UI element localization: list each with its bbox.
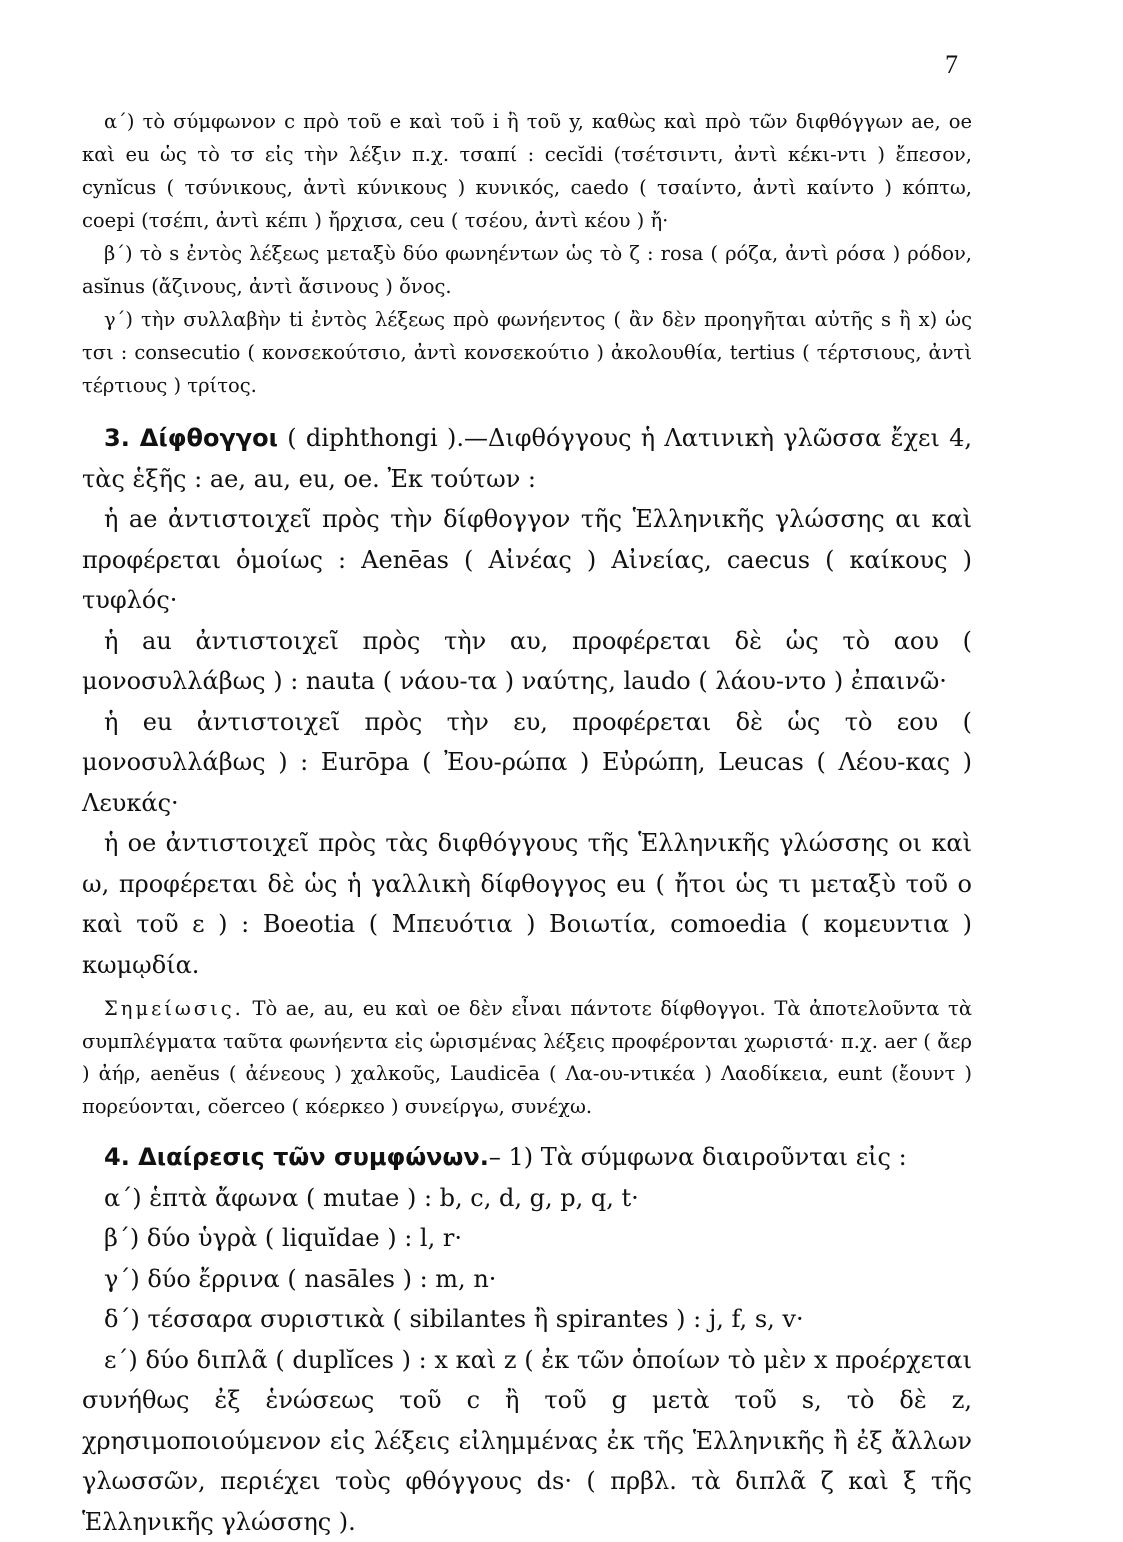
section-4-heading: 4. Διαίρεσις τῶν συμφώνων. [104,1143,489,1171]
diphthong-eu-paragraph: ἡ eu ἀντιστοιχεῖ πρὸς τὴν ευ, προφέρεται δὲ ὡς τὸ εου ( μονοσυλλάβως ) : Eurōpa ( Ἐου-ρώπα ) Εὐρώπη, Leucas ( Λέου-κας ) Λευκάς· [82,702,972,824]
section-3-intro [82,418,972,499]
diphthong-oe-paragraph: ἡ oe ἀντιστοιχεῖ πρὸς τὰς διφθόγγους τῆς Ἑλληνικῆς γλώσσης οι καὶ ω, προφέρεται δὲ ὡς ἡ γαλλικὴ δίφθογγος eu ( ἤτοι ὡς τι μεταξὺ τοῦ ο καὶ τοῦ ε ) : Boeotia ( Μπευότια ) Βοιωτία, comoedia ( κομευντια ) κωμῳδία. [82,823,972,985]
diphthong-ae-paragraph: ἡ ae ἀντιστοιχεῖ πρὸς τὴν δίφθογγον τῆς Ἑλληνικῆς γλώσσης αι καὶ προφέρεται ὁμοίως : Aenēas ( Αἰνέας ) Αἰνείας, caecus ( καίκους ) τυφλός· [82,499,972,621]
note-label: Σημείωσις. [104,997,244,1020]
consonant-list-item: α΄) ἑπτὰ ἄφωνα ( mutae ) : b, c, d, g, p, q, t· [82,1178,972,1219]
rule-gamma-paragraph: γ΄) τὴν συλλαβὴν ti ἐντὸς λέξεως πρὸ φωνήεντος ( ἂν δὲν προηγῆται αὐτῆς s ἢ x) ὡς τσι : consecutio ( κονσεκούτσιο, ἀντὶ κονσεκούτιο ) ἀκολουθία, tertius ( τέρτσιους, ἀντὶ τέρτιους ) τρίτος. [82,303,972,402]
rule-beta-paragraph: β΄) τὸ s ἐντὸς λέξεως μεταξὺ δύο φωνηέντων ὡς τὸ ζ : rosa ( ρόζα, ἀντὶ ρόσα ) ρόδον, asĭnus (ἄζινους, ἀντὶ ἄσινους ) ὄνος. [82,237,972,303]
section-3-intro-text: ( diphthongi ).—Διφθόγγους ἡ Λατινικὴ γλῶσσα ἔχει 4, τὰς ἑξῆς : ae, au, eu, oe. Ἐκ τούτων : [82,424,972,493]
consonant-list-item: β΄) δύο ὑγρὰ ( liquĭdae ) : l, r· [82,1218,972,1259]
note-paragraph [82,993,972,1123]
consonant-list-item: γ΄) δύο ἔρρινα ( nasāles ) : m, n· [82,1259,972,1300]
section-3-heading: 3. Δίφθογγοι [104,424,278,452]
consonant-list-item: ε΄) δύο διπλᾶ ( duplĭces ) : x καὶ z ( ἐκ τῶν ὁποίων τὸ μὲν x προέρχεται συνήθως ἐξ ἑνώσεως τοῦ c ἢ τοῦ g μετὰ τοῦ s, τὸ δὲ z, χρησιμοποιούμενον εἰς λέξεις εἰλημμένας ἐκ τῆς Ἑλληνικῆς ἢ ἐξ ἄλλων γλωσσῶν, περιέχει τοὺς φθόγγους ds· ( πρβλ. τὰ διπλᾶ ζ καὶ ξ τῆς Ἑλληνικῆς γλώσσης ). [82,1340,972,1542]
consonant-list-item: δ΄) τέσσαρα συριστικὰ ( sibilantes ἢ spirantes ) : j, f, s, v· [82,1299,972,1340]
section-4-intro-text: – 1) Τὰ σύμφωνα διαιροῦνται εἰς : [489,1143,907,1171]
page-body [82,105,972,1542]
diphthong-au-paragraph: ἡ au ἀντιστοιχεῖ πρὸς τὴν αυ, προφέρεται δὲ ὡς τὸ αου ( μονοσυλλάβως ) : nauta ( νάου-τα ) ναύτης, laudo ( λάου-ντο ) ἐπαινῶ· [82,621,972,702]
note-text: Τὸ ae, au, eu καὶ oe δὲν εἶναι πάντοτε δίφθογγοι. Τὰ ἀποτελοῦντα τὰ συμπλέγματα ταῦτα φωνήεντα εἰς ὡρισμένας λέξεις προφέρονται χωριστά· π.χ. aer ( ἄερ ) ἀήρ, aenĕus ( ἀένεους ) χαλκοῦς, Laudicēa ( Λα-ου-ντικέα ) Λαοδίκεια, eunt (ἔουντ ) πορεύονται, cŏerceo ( κόερκεο ) συνείργω, συνέχω. [82,997,972,1118]
rule-alpha-paragraph: α΄) τὸ σύμφωνον c πρὸ τοῦ e καὶ τοῦ i ἢ τοῦ y, καθὼς καὶ πρὸ τῶν διφθόγγων ae, oe καὶ eu ὡς τὸ τσ εἰς τὴν λέξιν π.χ. τσαπί : cecĭdi (τσέτσιντι, ἀντὶ κέκι-ντι ) ἔπεσον, cynĭcus ( τσύνικους, ἀντὶ κύνικους ) κυνικός, caedo ( τσαίντο, ἀντὶ καίντο ) κόπτω, coepi (τσέπι, ἀντὶ κέπι ) ἤρχισα, ceu ( τσέου, ἀντὶ κέου ) ἤ· [82,105,972,237]
section-4-intro [82,1137,972,1178]
page-number: 7 [945,50,958,80]
